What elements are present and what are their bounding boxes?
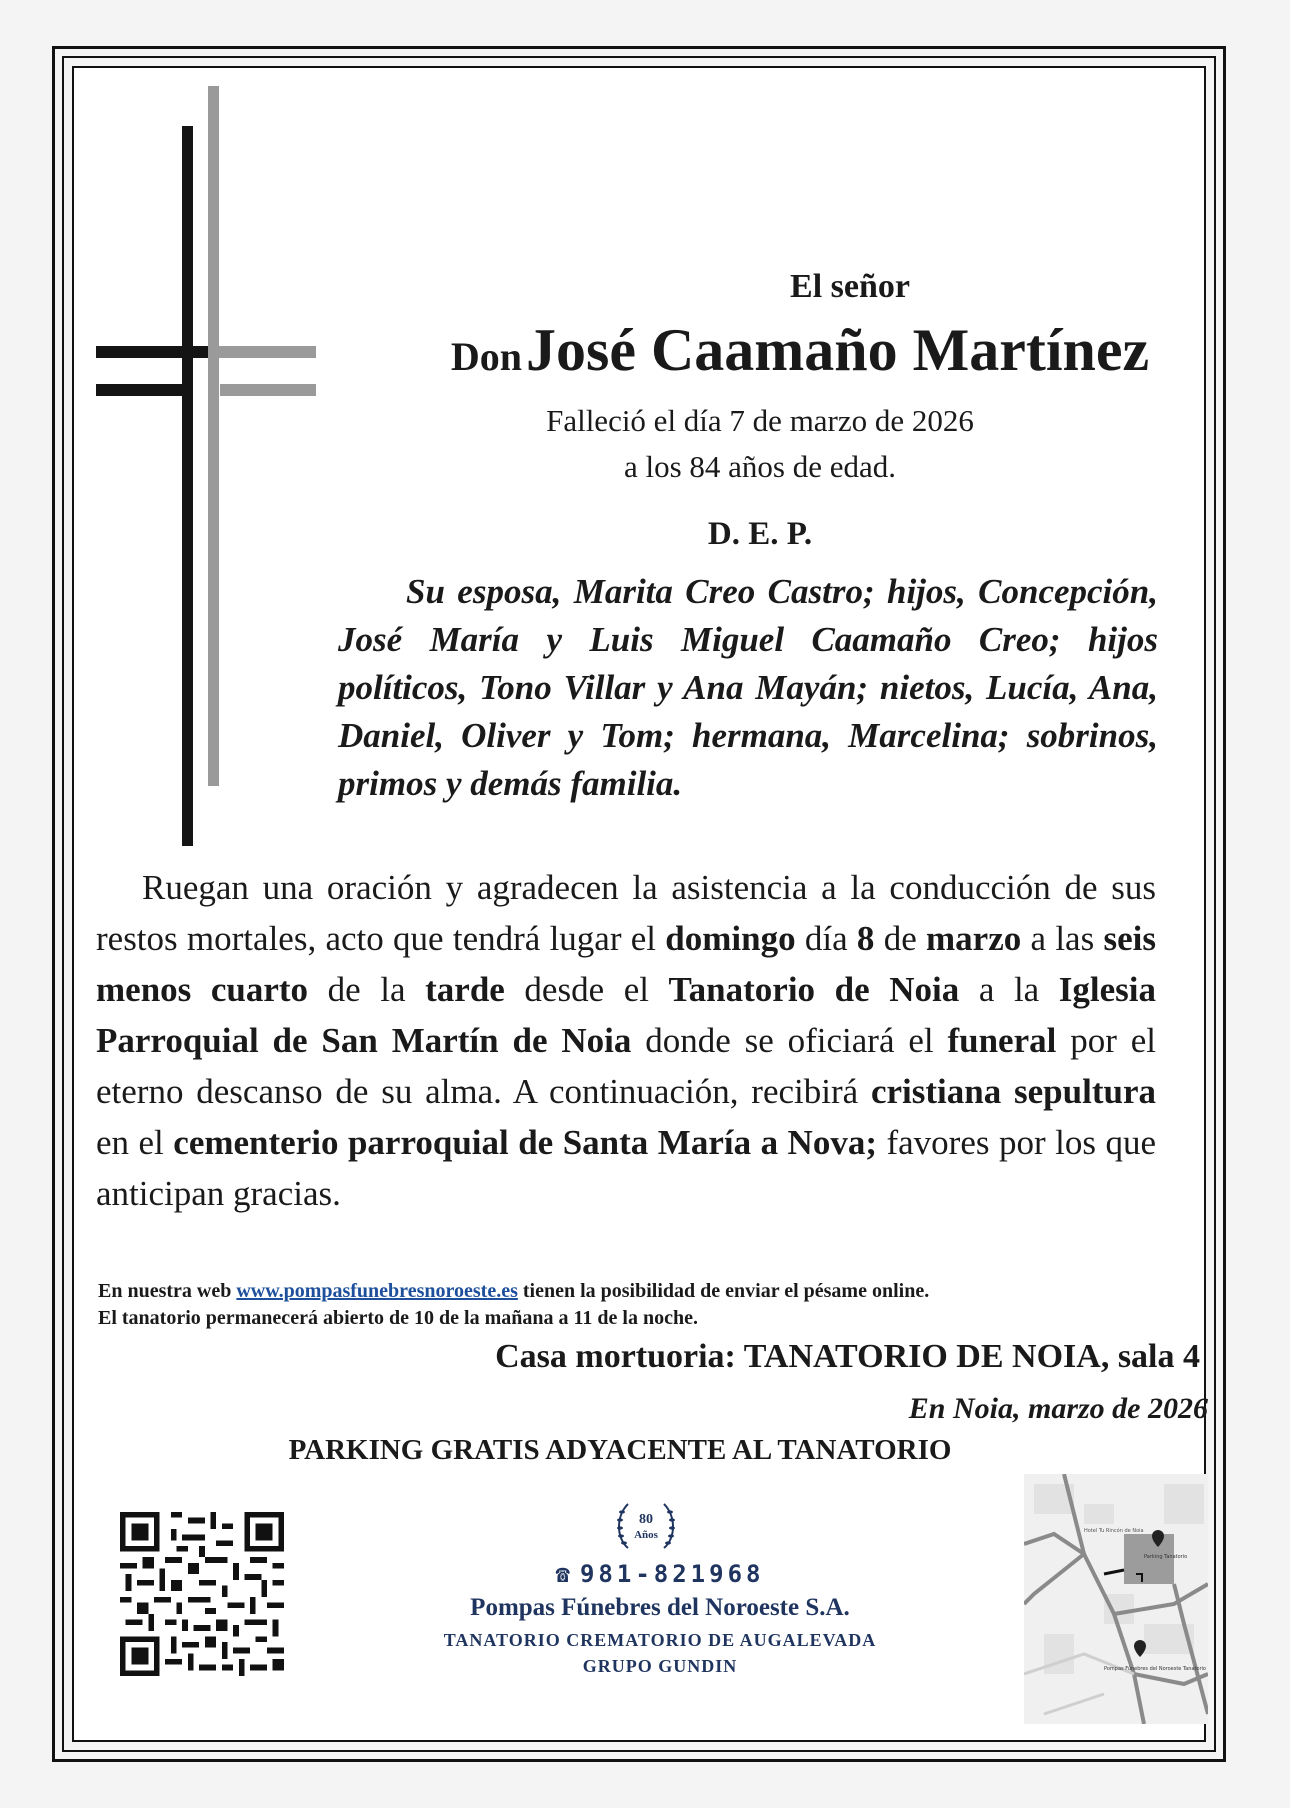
location-map[interactable] [1024,1474,1208,1724]
place-date: En Noia, marzo de 2026 [908,1392,1208,1425]
ceremony-paragraph [96,862,1156,1219]
casa-mortuoria: Casa mortuoria: TANATORIO DE NOIA, sala 4 [495,1338,1200,1375]
parking-notice: PARKING GRATIS ADYACENTE AL TANATORIO [288,1434,952,1466]
ceremony-text: en el [96,1123,174,1162]
ceremony-text: donde se oficiará el [631,1021,948,1060]
telephone-icon: ☎ [555,1560,574,1588]
ceremony-bold: tarde [425,970,505,1009]
death-date: Falleció el día 7 de marzo de 2026 [546,403,974,438]
ceremony-text: por el eterno descanso de su alma. A continuación, recibirá [96,1021,1156,1111]
ceremony-bold: domingo [665,919,796,958]
ceremony-text: favores por los que anticipan gracias. [96,1123,1156,1213]
web-note-suffix: tienen la posibilidad de enviar el pésame online. [517,1280,930,1302]
map-graphic [1024,1474,1208,1724]
ceremony-text: a las [1021,919,1104,958]
company-line-2: TANATORIO CREMATORIO DE AUGALEVADA [443,1630,877,1650]
deceased-name [340,316,1260,385]
ceremony-bold: seis menos cuarto [96,919,1156,1009]
qr-code-icon[interactable] [120,1512,284,1676]
badge-text: Años [634,1529,658,1541]
ceremony-bold: funeral [947,1021,1057,1060]
cross-icon [96,86,316,846]
ceremony-bold: cristiana sepultura [870,1072,1156,1111]
family-text: Su esposa, Marita Creo Castro; hijos, Concepción, José María y Luis Miguel Caamaño Creo; hijos políticos, Tono Villar y Ana Mayán; nietos, Lucía, Ana, Daniel, Oliver y Tom; hermana, Marcelina; sobrinos, primos y demás familia. [338,572,1158,803]
ceremony-text: de [874,919,927,958]
badge-number: 80 [639,1512,653,1527]
map-label-funeral: Pompas Fúnebres del Noroeste Tanatorio [1104,1666,1206,1672]
map-label-hotel: Hotel Tu Rincón de Noia [1084,1528,1144,1534]
web-note [98,1278,1198,1305]
ceremony-bold: marzo [926,919,1022,958]
ceremony-bold: 8 [856,919,875,958]
web-note-prefix: En nuestra web [98,1280,237,1302]
death-info [450,398,1070,490]
name-prefix: Don [450,334,522,379]
hours-note: El tanatorio permanecerá abierto de 10 de la mañana a 11 de la noche. [98,1307,698,1329]
website-link[interactable]: www.pompasfunebresnoroeste.es [236,1280,518,1302]
map-label-parking: Parking Tanatorio [1144,1554,1188,1560]
age: a los 84 años de edad. [623,449,897,484]
company-line-3: GRUPO GUNDIN [582,1656,738,1676]
company-name: Pompas Fúnebres del Noroeste S.A. [470,1594,850,1621]
name-full: José Caamaño Martínez [525,317,1150,383]
ceremony-text: día [795,919,857,958]
ceremony-bold: Tanatorio de Noia [668,970,960,1009]
ceremony-bold: Iglesia Parroquial de San Martín de Noia [96,970,1157,1060]
notes [98,1278,1198,1332]
ceremony-text: a la [959,970,1059,1009]
dep-text: D. E. P. [707,516,813,552]
family-paragraph [338,568,1158,808]
ceremony-text: de la [308,970,426,1009]
anniversary-badge [614,1498,678,1556]
phone-number[interactable]: 981-821968 [579,1560,765,1588]
ceremony-text: desde el [504,970,669,1009]
phone-line [450,1560,870,1588]
title-senor: El señor [790,268,910,305]
ceremony-text: Ruegan una oración y agradecen la asistencia a la conducción de sus restos mortales, acto que tendrá lugar el [96,868,1156,958]
ceremony-bold: cementerio parroquial de Santa María a Nova; [173,1123,877,1162]
